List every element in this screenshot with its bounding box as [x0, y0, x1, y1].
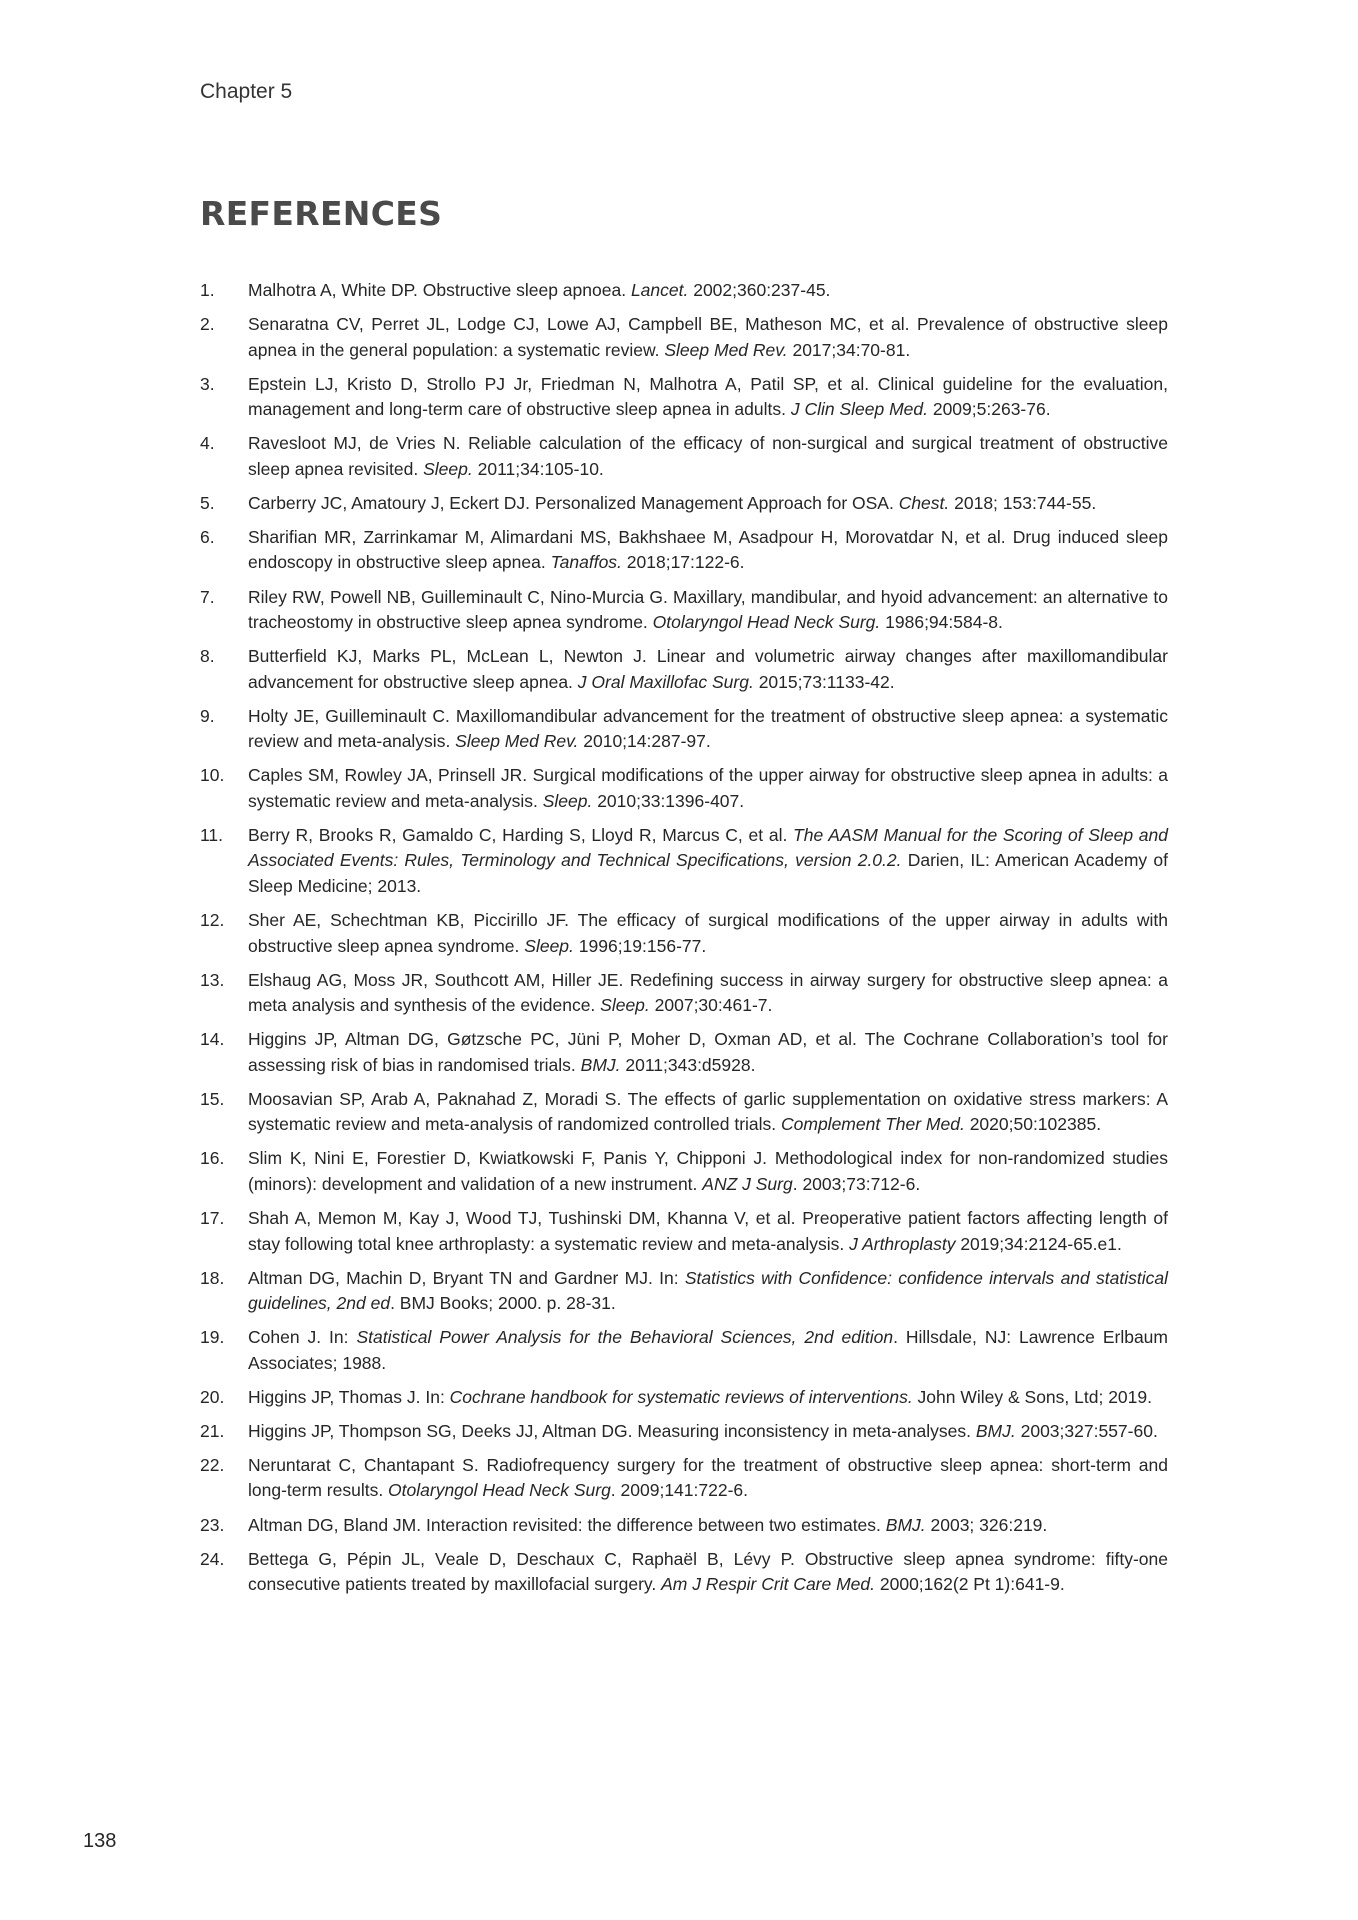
reference-segment: Sher AE, Schechtman KB, Piccirillo JF. The efficacy of surgical modifications of the upper airway in adults with obstructive sleep apnea syndrome. [248, 910, 1168, 956]
reference-source-italic: Lancet. [630, 280, 689, 300]
reference-number: 12. [200, 910, 225, 931]
reference-segment: 2003; 326:219. [925, 1514, 1048, 1535]
reference-item [200, 1547, 1168, 1598]
section-title: REFERENCES [200, 194, 443, 233]
reference-source-italic: Complement Ther Med. [781, 1114, 965, 1135]
reference-item [200, 1325, 1168, 1376]
reference-text [248, 1549, 1168, 1595]
reference-segment: 1986;94:584-8. [880, 612, 1003, 633]
reference-item [200, 704, 1168, 755]
reference-text [248, 280, 830, 300]
reference-segment: 2019;34:2124-65.e1. [955, 1233, 1122, 1254]
reference-segment: 2018;17:122-6. [621, 552, 745, 573]
reference-text [248, 1515, 1047, 1535]
reference-item [200, 431, 1168, 482]
reference-number: 11. [200, 824, 224, 845]
reference-segment: 2011;343:d5928. [620, 1054, 756, 1075]
reference-text [248, 765, 1168, 811]
reference-item [200, 1266, 1168, 1317]
reference-number: 24. [200, 1548, 225, 1569]
reference-segment: Malhotra A, White DP. Obstructive sleep apnoea. [248, 280, 631, 300]
reference-source-italic: Tanaffos. [550, 552, 622, 573]
reference-item [200, 763, 1168, 814]
reference-text [248, 825, 1168, 896]
reference-segment: 2020;50:102385. [964, 1114, 1102, 1135]
reference-segment: Slim K, Nini E, Forestier D, Kwiatkowski F, Panis Y, Chipponi J. Methodological index for non-randomized studies (minors): development and validation of a new instrument. [248, 1148, 1168, 1194]
reference-source-italic: BMJ. [975, 1420, 1016, 1441]
reference-item [200, 491, 1168, 517]
reference-segment: Butterfield KJ, Marks PL, McLean L, Newton J. Linear and volumetric airway changes after maxillomandibular advancement for obstructive sleep apnea. [248, 646, 1168, 692]
reference-text [248, 1268, 1168, 1314]
reference-segment: Sharifian MR, Zarrinkamar M, Alimardani MS, Bakhshaee M, Asadpour H, Morovatdar N, et al. Drug induced sleep endoscopy in obstructive sleep apnea. [248, 526, 1168, 573]
reference-number: 16. [200, 1148, 225, 1169]
reference-text [248, 1148, 1168, 1194]
reference-number: 17. [200, 1208, 225, 1228]
reference-number: 1. [200, 280, 215, 300]
reference-segment: Higgins JP, Thompson SG, Deeks JJ, Altman DG. Measuring inconsistency in meta-analyses. [248, 1420, 976, 1441]
reference-number: 22. [200, 1454, 225, 1475]
reference-number: 7. [200, 586, 215, 607]
reference-segment: Holty JE, Guilleminault C. Maxillomandibular advancement for the treatment of obstructive sleep apnea: a systematic review and meta-analysis. [248, 705, 1168, 752]
reference-text [248, 1387, 1152, 1407]
reference-source-italic: Sleep Med Rev. [664, 339, 788, 360]
reference-item [200, 525, 1168, 576]
reference-source-italic: BMJ. [580, 1054, 621, 1075]
reference-segment: Higgins JP, Thomas J. In: [248, 1386, 450, 1407]
reference-segment: Altman DG, Bland JM. Interaction revisited: the difference between two estimates. [248, 1514, 886, 1535]
reference-number: 21. [200, 1420, 225, 1441]
reference-item [200, 1087, 1168, 1138]
reference-item [200, 1513, 1168, 1539]
reference-source-italic: Chest. [898, 492, 950, 513]
reference-number: 18. [200, 1267, 225, 1288]
reference-number: 9. [200, 705, 215, 726]
reference-number: 19. [200, 1327, 225, 1348]
reference-item [200, 1027, 1168, 1078]
reference-number: 3. [200, 373, 215, 394]
reference-text [248, 1327, 1168, 1373]
reference-number: 15. [200, 1088, 225, 1109]
reference-source-italic: Statistics with Confidence: confidence intervals and statistical guidelines, 2nd ed [248, 1267, 1168, 1314]
reference-text [248, 910, 1168, 956]
reference-text [248, 314, 1168, 360]
reference-item [200, 312, 1168, 363]
reference-text [248, 706, 1168, 752]
reference-segment: 2007;30:461-7. [649, 995, 773, 1016]
reference-segment: John Wiley & Sons, Ltd; 2019. [912, 1386, 1152, 1407]
reference-number: 20. [200, 1386, 225, 1407]
reference-segment: Cohen J. In: [248, 1327, 357, 1348]
reference-text [248, 1089, 1168, 1135]
reference-source-italic: The AASM Manual for the Scoring of Sleep and Associated Events: Rules, Terminology and Technical Specifications, version 2.0.2. [248, 824, 1168, 871]
reference-text [248, 646, 1168, 692]
reference-segment: 2015;73:1133-42. [753, 671, 895, 692]
reference-segment: Moosavian SP, Arab A, Paknahad Z, Moradi S. The effects of garlic supplementation on oxidative stress markers: A systematic review and meta-analysis of randomized controlled trials. [248, 1088, 1168, 1135]
reference-source-italic: Sleep. [524, 935, 574, 956]
reference-segment: 2010;33:1396-407. [592, 790, 745, 811]
reference-item [200, 1206, 1168, 1257]
reference-segment: Epstein LJ, Kristo D, Strollo PJ Jr, Friedman N, Malhotra A, Patil SP, et al. Clinical guideline for the evaluation, management and long-term care of obstructive sleep apnea in adults. [248, 373, 1168, 420]
reference-source-italic: Sleep Med Rev. [455, 731, 579, 752]
reference-source-italic: Am J Respir Crit Care Med. [661, 1574, 876, 1595]
reference-source-italic: Otolaryngol Head Neck Surg [388, 1480, 611, 1501]
reference-number: 6. [200, 526, 215, 547]
reference-source-italic: Sleep. [423, 458, 473, 479]
reference-segment: . BMJ Books; 2000. p. 28-31. [390, 1293, 616, 1314]
reference-text [248, 1421, 1158, 1441]
reference-number: 5. [200, 492, 215, 513]
reference-segment: Berry R, Brooks R, Gamaldo C, Harding S, Lloyd R, Marcus C, et al. [248, 824, 794, 845]
reference-text [248, 1029, 1168, 1075]
reference-segment: 2017;34:70-81. [787, 339, 911, 360]
reference-item [200, 1419, 1168, 1445]
reference-number: 2. [200, 314, 215, 335]
reference-item [200, 908, 1168, 959]
reference-segment: Bettega G, Pépin JL, Veale D, Deschaux C, Raphaël B, Lévy P. Obstructive sleep apnea syndrome: fifty-one consecutive patients treated by maxillofacial surgery. [248, 1548, 1168, 1595]
reference-text [248, 527, 1168, 573]
reference-item [200, 1385, 1168, 1411]
reference-segment: Elshaug AG, Moss JR, Southcott AM, Hiller JE. Redefining success in airway surgery for obstructive sleep apnea: a meta analysis and synthesis of the evidence. [248, 969, 1168, 1016]
reference-segment: Neruntarat C, Chantapant S. Radiofrequency surgery for the treatment of obstructive sleep apnea: short-term and long-term results. [248, 1454, 1168, 1501]
reference-segment: 2010;14:287-97. [578, 731, 711, 752]
reference-number: 14. [200, 1029, 225, 1050]
reference-number: 4. [200, 433, 215, 454]
reference-source-italic: Sleep. [542, 790, 593, 811]
reference-number: 23. [200, 1514, 225, 1535]
reference-text [248, 587, 1168, 633]
reference-text [248, 493, 1096, 513]
reference-text [248, 1208, 1168, 1254]
reference-segment: Caples SM, Rowley JA, Prinsell JR. Surgical modifications of the upper airway for obstructive sleep apnea in adults: a systematic review and meta-analysis. [248, 765, 1168, 811]
reference-segment: 2000;162(2 Pt 1):641-9. [875, 1574, 1065, 1595]
reference-segment: Ravesloot MJ, de Vries N. Reliable calculation of the efficacy of non-surgical and surgical treatment of obstructive sleep apnea revisited. [248, 433, 1168, 479]
reference-item [200, 644, 1168, 695]
reference-number: 10. [200, 765, 225, 786]
reference-source-italic: Cochrane handbook for systematic reviews of interventions. [449, 1386, 913, 1407]
reference-item [200, 823, 1168, 900]
reference-segment: 2018; 153:744-55. [949, 492, 1097, 513]
reference-text [248, 970, 1168, 1016]
reference-item [200, 1453, 1168, 1504]
reference-source-italic: BMJ. [885, 1514, 926, 1535]
reference-source-italic: J Oral Maxillofac Surg. [577, 671, 754, 692]
reference-segment: 1996;19:156-77. [573, 935, 707, 956]
reference-segment: 2011;34:105-10. [472, 458, 604, 479]
reference-segment: Altman DG, Machin D, Bryant TN and Gardner MJ. In: [248, 1267, 685, 1288]
reference-list [200, 278, 1168, 1606]
reference-segment: . Hillsdale, NJ: Lawrence Erlbaum Associates; 1988. [248, 1327, 1168, 1373]
reference-item [200, 278, 1168, 304]
page-number: 138 [83, 1830, 117, 1852]
reference-text [248, 1455, 1168, 1501]
reference-segment: Higgins JP, Altman DG, Gøtzsche PC, Jüni P, Moher D, Oxman AD, et al. The Cochrane Collaboration’s tool for assessing risk of bias in randomised trials. [248, 1029, 1168, 1075]
reference-segment: Darien, IL: American Academy of Sleep Medicine; 2013. [248, 850, 1168, 896]
reference-source-italic: J Clin Sleep Med. [790, 399, 928, 420]
reference-source-italic: ANZ J Surg [702, 1173, 793, 1194]
reference-source-italic: Statistical Power Analysis for the Behavioral Sciences, 2nd edition [356, 1327, 894, 1348]
reference-number: 8. [200, 646, 215, 667]
reference-item [200, 585, 1168, 636]
reference-segment: 2009;5:263-76. [927, 399, 1051, 420]
reference-segment: 2003;327:557-60. [1015, 1420, 1158, 1441]
reference-segment: Riley RW, Powell NB, Guilleminault C, Nino-Murcia G. Maxillary, mandibular, and hyoid advancement: an alternative to tracheostomy in obstructive sleep apnea syndrome. [248, 586, 1168, 633]
chapter-header: Chapter 5 [200, 80, 293, 103]
reference-segment: Shah A, Memon M, Kay J, Wood TJ, Tushinski DM, Khanna V, et al. Preoperative patient factors affecting length of stay following total knee arthroplasty: a systematic review and meta-analysis. [248, 1208, 1168, 1254]
reference-item [200, 968, 1168, 1019]
reference-item [200, 1146, 1168, 1197]
reference-item [200, 372, 1168, 423]
reference-number: 13. [200, 969, 225, 990]
reference-segment: 2002;360:237-45. [688, 280, 831, 300]
reference-source-italic: J Arthroplasty [849, 1233, 956, 1254]
reference-source-italic: Sleep. [600, 995, 650, 1016]
reference-segment: Carberry JC, Amatoury J, Eckert DJ. Personalized Management Approach for OSA. [248, 492, 899, 513]
reference-segment: . 2003;73:712-6. [792, 1173, 921, 1194]
reference-text [248, 374, 1168, 420]
reference-segment: . 2009;141:722-6. [610, 1480, 748, 1501]
reference-text [248, 433, 1168, 479]
reference-segment: Senaratna CV, Perret JL, Lodge CJ, Lowe AJ, Campbell BE, Matheson MC, et al. Prevalence of obstructive sleep apnea in the general population: a systematic review. [248, 314, 1168, 360]
reference-source-italic: Otolaryngol Head Neck Surg. [652, 612, 881, 633]
